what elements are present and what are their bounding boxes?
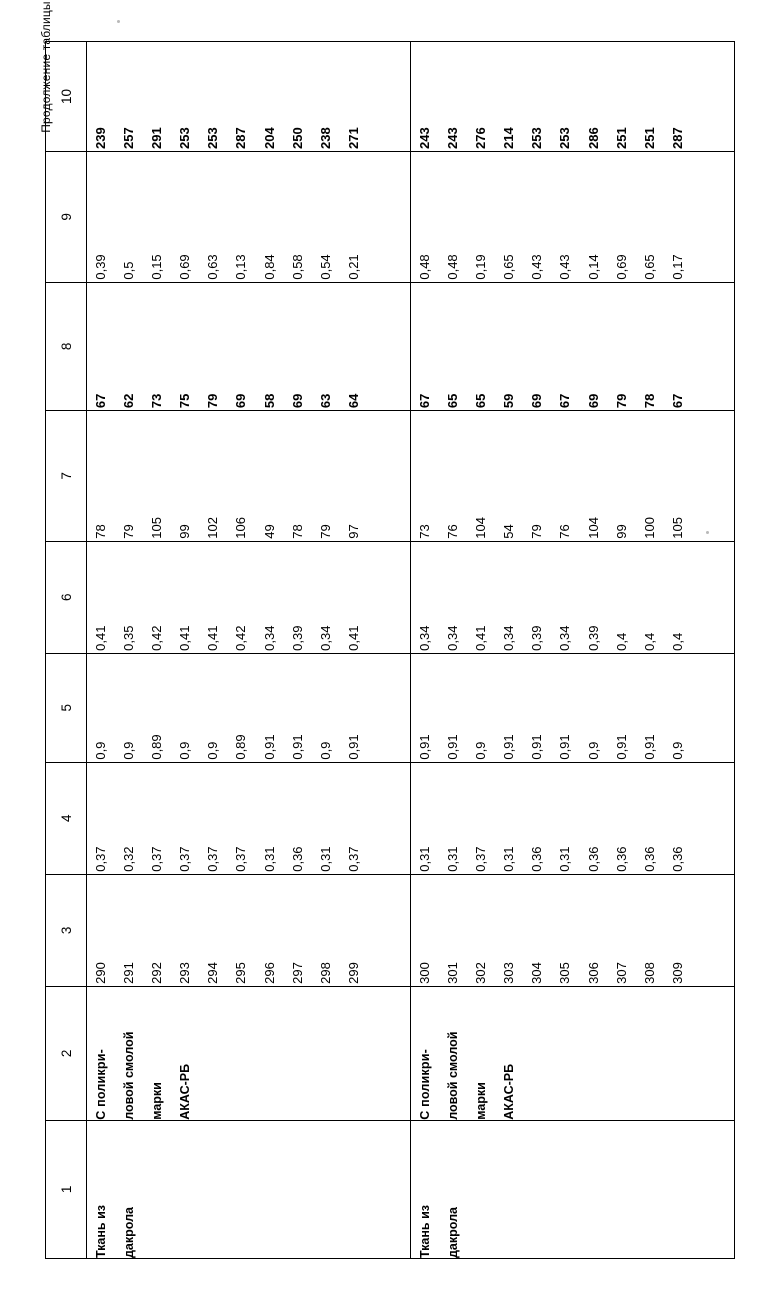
text-line: 0,39 <box>529 625 545 651</box>
text-line: 105 <box>149 517 165 539</box>
text-line: 0,84 <box>261 254 277 280</box>
text-line: 0,37 <box>205 846 221 872</box>
cell-block2-col8 <box>411 282 735 410</box>
text-line: 0,21 <box>345 254 361 280</box>
text-line <box>284 1121 312 1258</box>
cell-block2-col6 <box>411 541 735 653</box>
text-line: 79 <box>317 524 333 539</box>
text-line: 54 <box>501 524 517 539</box>
text-line: 0,36 <box>585 846 601 872</box>
text-line: 257 <box>121 127 137 150</box>
text-line: 214 <box>501 127 517 150</box>
text-line: 0,34 <box>261 625 277 651</box>
column-header-2: 2 <box>46 986 87 1120</box>
cell-block1-col2 <box>87 986 411 1120</box>
text-line <box>636 987 664 1120</box>
text-line: 300 <box>417 962 432 984</box>
text-line: 0,65 <box>501 254 517 280</box>
text-line: 253 <box>557 127 573 150</box>
text-line: 0,91 <box>641 734 657 760</box>
text-line: ловой смолой <box>446 1031 461 1120</box>
text-line <box>495 1121 523 1258</box>
text-line: 0,39 <box>289 625 305 651</box>
column-header-8: 8 <box>46 282 87 410</box>
text-line: 305 <box>557 962 573 984</box>
text-line <box>580 1121 608 1258</box>
text-line: 0,9 <box>585 741 601 760</box>
text-line <box>551 987 579 1120</box>
text-line: 0,41 <box>93 625 108 651</box>
text-line: 0,41 <box>177 625 193 651</box>
text-line <box>636 1121 664 1258</box>
data-table <box>45 41 735 1259</box>
text-line: 79 <box>121 524 137 539</box>
text-line: 0,89 <box>149 734 165 760</box>
text-line: 0,37 <box>149 846 165 872</box>
text-line: 64 <box>345 393 361 409</box>
text-line: 0,34 <box>417 625 432 651</box>
text-line: 0,41 <box>205 625 221 651</box>
text-line: 253 <box>529 127 545 150</box>
text-line: марки <box>150 1082 165 1120</box>
text-line: 0,39 <box>93 254 108 280</box>
table-row <box>411 42 735 1259</box>
text-line: 105 <box>669 517 685 539</box>
text-line: 0,69 <box>613 254 629 280</box>
text-line <box>284 987 312 1120</box>
text-line: 76 <box>445 524 461 539</box>
text-line: 0,48 <box>417 254 432 280</box>
text-line: 290 <box>93 962 108 984</box>
text-line: 0,34 <box>557 625 573 651</box>
text-line: 0,39 <box>585 625 601 651</box>
text-line: 0,15 <box>149 254 165 280</box>
text-line: 0,91 <box>613 734 629 760</box>
text-line: 62 <box>121 393 137 409</box>
text-line <box>340 1121 368 1258</box>
text-line: 0,4 <box>669 632 685 651</box>
text-line: 0,41 <box>473 625 489 651</box>
text-line: 0,31 <box>261 846 277 872</box>
text-line: 243 <box>417 127 432 150</box>
text-line: 287 <box>233 127 249 150</box>
text-line: 0,54 <box>317 254 333 280</box>
text-line: 0,42 <box>233 625 249 651</box>
text-line: 0,42 <box>149 625 165 651</box>
text-line: 291 <box>149 127 165 150</box>
text-line: 59 <box>501 393 517 409</box>
text-line: 0,65 <box>641 254 657 280</box>
text-line: 303 <box>501 962 517 984</box>
column-header-6: 6 <box>46 541 87 653</box>
column-header-7: 7 <box>46 411 87 542</box>
text-line: 251 <box>613 127 629 150</box>
text-line <box>551 1121 579 1258</box>
text-line: 100 <box>641 517 657 539</box>
text-line: 104 <box>585 517 601 539</box>
text-line <box>664 987 692 1120</box>
text-line: 298 <box>317 962 333 984</box>
text-line: 78 <box>641 393 657 409</box>
text-line: 0,17 <box>669 254 685 280</box>
text-line: 0,9 <box>669 741 685 760</box>
text-line: 0,9 <box>93 741 108 760</box>
text-line: 76 <box>557 524 573 539</box>
text-line: 0,9 <box>177 741 193 760</box>
text-line: 79 <box>205 393 221 409</box>
cell-block2-col7 <box>411 411 735 542</box>
text-line: 0,36 <box>289 846 305 872</box>
text-line: 0,37 <box>345 846 361 872</box>
text-line: 102 <box>205 517 221 539</box>
text-line: 253 <box>177 127 193 150</box>
text-line: С поликри- <box>418 1049 432 1120</box>
text-line: 251 <box>641 127 657 150</box>
text-line: 0,9 <box>317 741 333 760</box>
text-line: 65 <box>473 393 489 409</box>
text-line <box>312 987 340 1120</box>
text-line: 286 <box>585 127 601 150</box>
text-line <box>199 1121 227 1258</box>
text-line <box>523 1121 551 1258</box>
text-line: 0,41 <box>345 625 361 651</box>
text-line: 63 <box>317 393 333 409</box>
text-line: 0,36 <box>641 846 657 872</box>
text-line: 0,35 <box>121 625 137 651</box>
text-line: 0,89 <box>233 734 249 760</box>
text-line: С поликри- <box>94 1049 108 1120</box>
text-line: 238 <box>317 127 333 150</box>
text-line: 0,43 <box>557 254 573 280</box>
text-line: 295 <box>233 962 249 984</box>
cell-block2-col1 <box>411 1120 735 1258</box>
cell-block1-col7 <box>87 411 411 542</box>
text-line <box>523 987 551 1120</box>
text-line: 301 <box>445 962 461 984</box>
text-line: 0,91 <box>289 734 305 760</box>
text-line: Ткань из <box>418 1205 432 1258</box>
cell-block1-col10 <box>87 42 411 152</box>
text-line: 291 <box>121 962 137 984</box>
text-line <box>467 1121 495 1258</box>
cell-block2-col3 <box>411 874 735 986</box>
text-line: дакрола <box>122 1207 137 1258</box>
text-line: 73 <box>417 524 432 539</box>
text-line: 302 <box>473 962 489 984</box>
cell-block2-col9 <box>411 152 735 283</box>
text-line: 0,4 <box>613 632 629 651</box>
text-line <box>171 1121 199 1258</box>
scan-speck <box>117 20 120 23</box>
text-line: 293 <box>177 962 193 984</box>
text-line: 292 <box>149 962 165 984</box>
text-line <box>312 1121 340 1258</box>
text-line <box>199 987 227 1120</box>
text-line: 99 <box>613 524 629 539</box>
text-line: 0,91 <box>417 734 432 760</box>
text-line <box>256 1121 284 1258</box>
text-line: 299 <box>345 962 361 984</box>
text-line <box>664 1121 692 1258</box>
text-line: дакрола <box>446 1207 461 1258</box>
text-line: 0,36 <box>669 846 685 872</box>
text-line: ловой смолой <box>122 1031 137 1120</box>
text-line: 75 <box>177 393 193 409</box>
text-line: 65 <box>445 393 461 409</box>
cell-block2-col5 <box>411 653 735 762</box>
text-line: 0,91 <box>445 734 461 760</box>
text-line: 296 <box>261 962 277 984</box>
text-line: 79 <box>529 524 545 539</box>
text-line: 78 <box>93 524 108 539</box>
text-line: 67 <box>93 393 108 409</box>
text-line <box>580 987 608 1120</box>
table-row <box>87 42 411 1259</box>
text-line <box>608 1121 636 1258</box>
text-line: 0,37 <box>233 846 249 872</box>
text-line: 73 <box>149 393 165 409</box>
text-line: 0,91 <box>529 734 545 760</box>
text-line <box>608 987 636 1120</box>
text-line: 67 <box>417 393 432 409</box>
text-line: 69 <box>289 393 305 409</box>
text-line: 0,58 <box>289 254 305 280</box>
cell-block1-col8 <box>87 282 411 410</box>
text-line: 0,48 <box>445 254 461 280</box>
column-header-5: 5 <box>46 653 87 762</box>
text-line: 250 <box>289 127 305 150</box>
text-line: 0,91 <box>557 734 573 760</box>
text-line: 306 <box>585 962 601 984</box>
text-line: 97 <box>345 524 361 539</box>
column-header-9: 9 <box>46 152 87 283</box>
text-line: 0,9 <box>205 741 221 760</box>
text-line: 253 <box>205 127 221 150</box>
text-line <box>227 987 255 1120</box>
text-line: 0,34 <box>445 625 461 651</box>
text-line: 0,4 <box>641 632 657 651</box>
text-line: 0,31 <box>417 846 432 872</box>
text-line: 0,37 <box>177 846 193 872</box>
text-line: 0,34 <box>501 625 517 651</box>
text-line: 99 <box>177 524 193 539</box>
text-line: 276 <box>473 127 489 150</box>
cell-block1-col9 <box>87 152 411 283</box>
text-line: 69 <box>585 393 601 409</box>
text-line <box>143 1121 171 1258</box>
cell-block1-col4 <box>87 762 411 874</box>
column-header-3: 3 <box>46 874 87 986</box>
text-line <box>227 1121 255 1258</box>
text-line: 67 <box>557 393 573 409</box>
text-line: АКАС-РБ <box>178 1063 193 1120</box>
text-line: 309 <box>669 962 685 984</box>
text-line: 104 <box>473 517 489 539</box>
text-line: 294 <box>205 962 221 984</box>
text-line: 297 <box>289 962 305 984</box>
table-header-row <box>46 42 87 1259</box>
text-line: 239 <box>93 127 108 150</box>
text-line: 0,69 <box>177 254 193 280</box>
column-header-1: 1 <box>46 1120 87 1258</box>
text-line <box>256 987 284 1120</box>
text-line: 0,31 <box>501 846 517 872</box>
cell-block1-col3 <box>87 874 411 986</box>
text-line: 0,37 <box>93 846 108 872</box>
text-line <box>340 987 368 1120</box>
cell-block1-col5 <box>87 653 411 762</box>
text-line: АКАС-РБ <box>502 1063 517 1120</box>
text-line: 0,31 <box>557 846 573 872</box>
text-line: 0,31 <box>445 846 461 872</box>
rotated-table-wrapper <box>45 41 735 1259</box>
text-line: 0,91 <box>345 734 361 760</box>
text-line: 106 <box>233 517 249 539</box>
text-line: 308 <box>641 962 657 984</box>
text-line: Ткань из <box>94 1205 108 1258</box>
text-line: 287 <box>669 127 685 150</box>
text-line: 79 <box>613 393 629 409</box>
cell-block2-col10 <box>411 42 735 152</box>
text-line: 0,9 <box>121 741 137 760</box>
text-line: 0,13 <box>233 254 249 280</box>
text-line: 204 <box>261 127 277 150</box>
text-line: 271 <box>345 127 361 150</box>
text-line: 243 <box>445 127 461 150</box>
text-line: 304 <box>529 962 545 984</box>
text-line: 78 <box>289 524 305 539</box>
text-line: 0,91 <box>501 734 517 760</box>
text-line: 0,43 <box>529 254 545 280</box>
text-line: 58 <box>261 393 277 409</box>
text-line: 69 <box>233 393 249 409</box>
text-line: 49 <box>261 524 277 539</box>
text-line: 0,36 <box>613 846 629 872</box>
text-line: 307 <box>613 962 629 984</box>
text-line: 69 <box>529 393 545 409</box>
text-line: 0,19 <box>473 254 489 280</box>
text-line: марки <box>474 1082 489 1120</box>
column-header-10: 10 <box>46 42 87 152</box>
text-line: 0,32 <box>121 846 137 872</box>
cell-block1-col1 <box>87 1120 411 1258</box>
text-line: 0,5 <box>121 261 137 280</box>
text-line: 0,14 <box>585 254 601 280</box>
text-line: 0,37 <box>473 846 489 872</box>
cell-block2-col2 <box>411 986 735 1120</box>
text-line: 0,9 <box>473 741 489 760</box>
cell-block2-col4 <box>411 762 735 874</box>
text-line: 0,34 <box>317 625 333 651</box>
text-line: 67 <box>669 393 685 409</box>
text-line: 0,91 <box>261 734 277 760</box>
text-line: 0,31 <box>317 846 333 872</box>
cell-block1-col6 <box>87 541 411 653</box>
text-line: 0,36 <box>529 846 545 872</box>
column-header-4: 4 <box>46 762 87 874</box>
continuation-label: Продолжение таблицы <box>39 1 53 133</box>
text-line: 0,63 <box>205 254 221 280</box>
